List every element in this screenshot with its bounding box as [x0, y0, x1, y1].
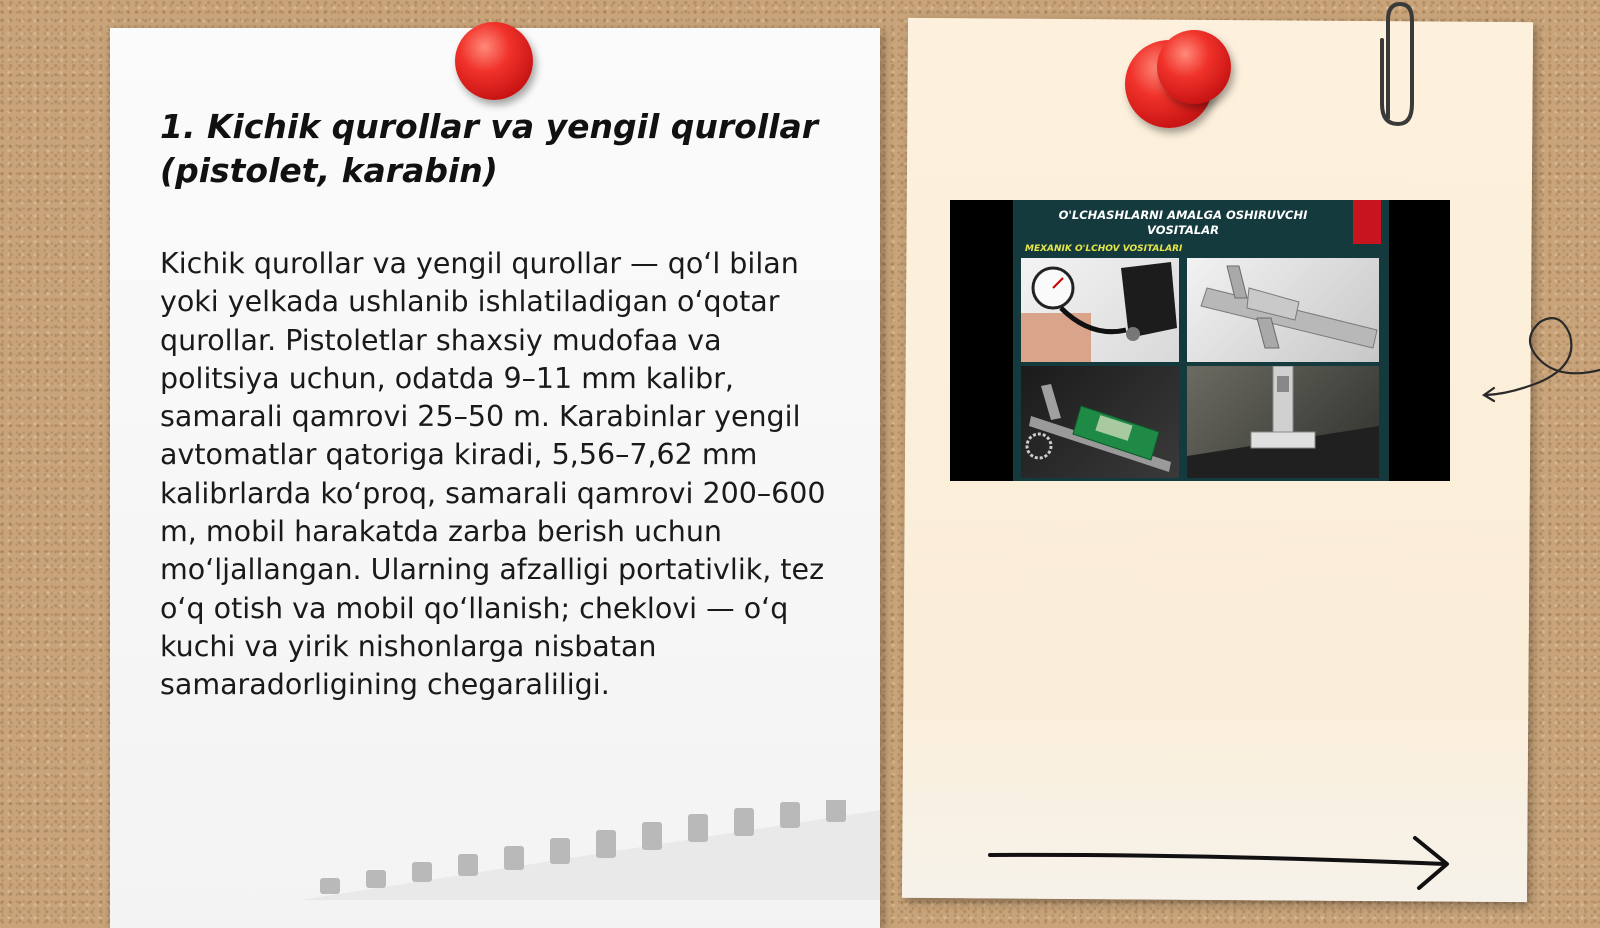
push-pin-icon	[455, 22, 533, 100]
push-pin-icon	[1157, 30, 1231, 104]
photo-title	[1013, 208, 1353, 238]
photo-title-line-1: O'LCHASHLARNI AMALGA OSHIRUVCHI	[1058, 208, 1308, 222]
photo-panel	[1013, 200, 1389, 481]
paper-clip-icon	[1370, 0, 1420, 130]
swirl-arrow-icon	[1480, 310, 1600, 410]
photo-cell-caliper	[1187, 258, 1379, 362]
slide-title: 1. Kichik qurollar va yengil qurollar (pistolet, karabin)	[160, 107, 819, 190]
torn-paper-edge	[300, 800, 880, 900]
measuring-tools-photo	[950, 200, 1450, 481]
photo-cell-digital-caliper	[1021, 366, 1179, 478]
slide-body-text: Kichik qurollar va yengil qurollar — qo‘l bilan yoki yelkada ushlanib ishlatiladigan o‘qotar qurollar. Pistoletlar shaxsiy mudofaa va politsiya uchun, odatda 9–11 mm kalibr, samarali qamrovi 25–50 m. Karabinlar yengil avtomatlar qatoriga kiradi, 5,56–7,62 mm kalibrlarda ko‘proq, samarali qamrovi 200–600 m, mobil harakatda zarba berish uchun mo‘ljallangan. Ularning afzalligi portativlik, tez o‘q otish va mobil qo‘llanish; cheklovi — o‘q kuchi va yirik nishonlarga nisbatan samaradorligining chegaraliligi.	[160, 247, 826, 702]
photo-red-marker	[1353, 200, 1381, 244]
photo-title-line-2: VOSITALAR	[1147, 223, 1219, 237]
photo-cell-depth-gauge	[1187, 366, 1379, 478]
photo-cell-pressure-gauge	[1021, 258, 1179, 362]
photo-subtitle: MEXANIK O'LCHOV VOSITALARI	[1025, 244, 1183, 254]
arrow-right-icon	[985, 830, 1455, 890]
